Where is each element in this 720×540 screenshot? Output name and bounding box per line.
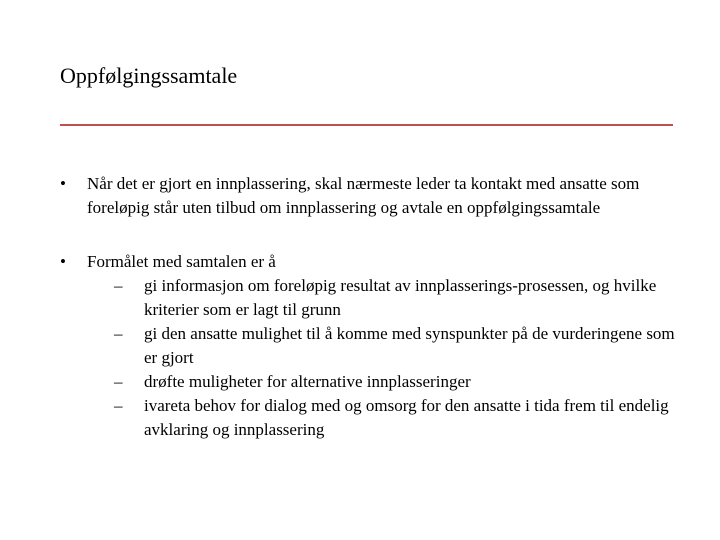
bullet-text: Når det er gjort en innplassering, skal nærmeste leder ta kontakt med ansatte som foreløpig står uten tilbud om innplassering og avtale en oppfølgingssamtale — [87, 174, 640, 217]
bullet-item — [60, 250, 680, 442]
sub-item-text: gi den ansatte mulighet til å komme med synspunkter på de vurderingene som er gjort — [144, 324, 675, 367]
title-divider — [60, 124, 673, 126]
bullet-marker: • — [60, 252, 66, 271]
bullet-text: Formålet med samtalen er å — [87, 252, 276, 271]
sub-item — [114, 274, 680, 322]
sub-list — [87, 274, 680, 442]
sub-item-text: gi informasjon om foreløpig resultat av innplasserings-prosessen, og hvilke kriterier som er lagt til grunn — [144, 276, 657, 319]
dash-marker: – — [114, 324, 123, 343]
bullet-list — [60, 172, 680, 442]
sub-item-text: drøfte muligheter for alternative innplasseringer — [144, 372, 471, 391]
sub-item — [114, 394, 680, 442]
bullet-marker: • — [60, 174, 66, 193]
sub-item — [114, 322, 680, 370]
bullet-item — [60, 172, 680, 220]
slide-title: Oppfølgingssamtale — [60, 63, 238, 88]
dash-marker: – — [114, 396, 123, 415]
sub-item-text: ivareta behov for dialog med og omsorg for den ansatte i tida frem til endelig avklaring og innplassering — [144, 396, 669, 439]
dash-marker: – — [114, 276, 123, 295]
dash-marker: – — [114, 372, 123, 391]
sub-item — [114, 370, 680, 394]
